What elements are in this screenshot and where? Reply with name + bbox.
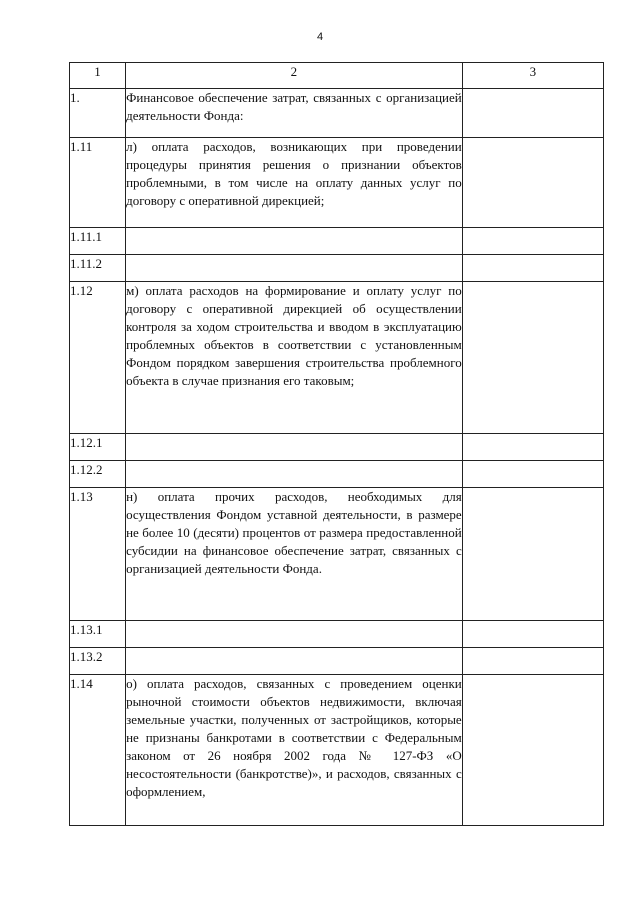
row-number: 1.11.2 bbox=[70, 255, 126, 282]
table-row bbox=[70, 282, 604, 434]
row-col3 bbox=[462, 675, 603, 826]
column-header-1: 1 bbox=[70, 63, 126, 89]
row-number: 1.13 bbox=[70, 488, 126, 621]
row-col3 bbox=[462, 621, 603, 648]
table-row bbox=[70, 675, 604, 826]
table-row bbox=[70, 434, 604, 461]
page-number: 4 bbox=[316, 31, 324, 43]
row-text: н) оплата прочих расходов, необходимых для осуществления Фондом уставной деятельности, в размере не более 10 (десяти) процентов от размера предоставленной субсидии на финансовое обеспечение затрат, связанных с организацией деятельности Фонда. bbox=[126, 488, 463, 621]
row-number: 1.11 bbox=[70, 138, 126, 228]
table-row bbox=[70, 138, 604, 228]
row-text: о) оплата расходов, связанных с проведением оценки рыночной стоимости объектов недвижимости, включая земельные участки, полученных от застройщиков, которые не признаны банкротами в соответствии с Федеральным законом от 26 ноября 2002 года № 127-ФЗ «О несостоятельности (банкротстве)», и расходов, связанных с оформлением, bbox=[126, 675, 463, 826]
row-col3 bbox=[462, 434, 603, 461]
table-row bbox=[70, 228, 604, 255]
row-text: Финансовое обеспечение затрат, связанных с организацией деятельности Фонда: bbox=[126, 89, 463, 138]
row-number: 1. bbox=[70, 89, 126, 138]
column-header-3: 3 bbox=[462, 63, 603, 89]
row-number: 1.13.1 bbox=[70, 621, 126, 648]
row-col3 bbox=[462, 648, 603, 675]
row-text bbox=[126, 648, 463, 675]
row-col3 bbox=[462, 488, 603, 621]
row-number: 1.13.2 bbox=[70, 648, 126, 675]
table-row bbox=[70, 461, 604, 488]
column-header-2: 2 bbox=[126, 63, 463, 89]
table-header-row bbox=[70, 63, 604, 89]
row-text: м) оплата расходов на формирование и оплату услуг по договору с оперативной дирекцией об осуществлении контроля за ходом строительства и вводом в эксплуатацию проблемных объектов в соответствии с установленным Фондом порядком завершения строительства проблемного объекта в случае признания его таковым; bbox=[126, 282, 463, 434]
row-col3 bbox=[462, 228, 603, 255]
row-number: 1.12.1 bbox=[70, 434, 126, 461]
table-row bbox=[70, 648, 604, 675]
row-text bbox=[126, 434, 463, 461]
table-row bbox=[70, 488, 604, 621]
table-row bbox=[70, 255, 604, 282]
row-col3 bbox=[462, 89, 603, 138]
row-number: 1.12 bbox=[70, 282, 126, 434]
row-number: 1.14 bbox=[70, 675, 126, 826]
row-col3 bbox=[462, 138, 603, 228]
row-col3 bbox=[462, 461, 603, 488]
row-text bbox=[126, 621, 463, 648]
row-col3 bbox=[462, 282, 603, 434]
table-row bbox=[70, 621, 604, 648]
expenses-table bbox=[69, 62, 604, 826]
table-row bbox=[70, 89, 604, 138]
row-col3 bbox=[462, 255, 603, 282]
row-number: 1.11.1 bbox=[70, 228, 126, 255]
row-text bbox=[126, 228, 463, 255]
row-number: 1.12.2 bbox=[70, 461, 126, 488]
row-text bbox=[126, 255, 463, 282]
row-text: л) оплата расходов, возникающих при проведении процедуры принятия решения о признании объектов проблемными, в том числе на оплату данных услуг по договору с оперативной дирекцией; bbox=[126, 138, 463, 228]
row-text bbox=[126, 461, 463, 488]
